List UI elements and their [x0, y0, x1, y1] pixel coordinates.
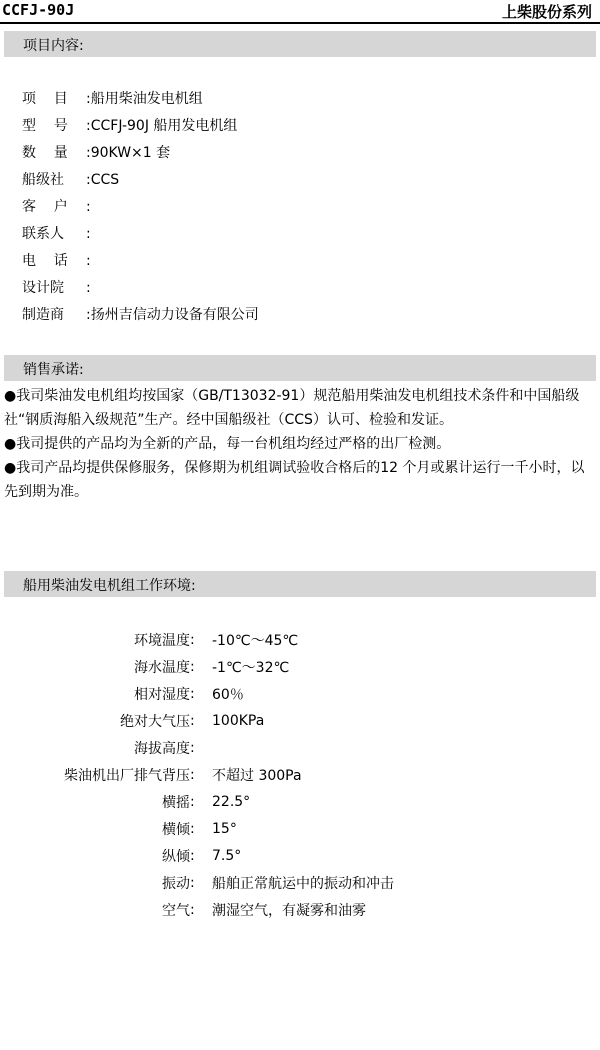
section-project-bar: [4, 31, 596, 57]
env-value: 潮湿空气，有凝雾和油雾: [212, 902, 366, 919]
list-item: 电 话 :: [22, 248, 259, 275]
env-value: 100KPa: [212, 712, 265, 729]
env-key: 环境温度: [134, 632, 190, 649]
item-label: 电 话: [22, 253, 68, 269]
list-item: 设计院 :: [22, 275, 259, 302]
promise-paragraph: ●我司产品均提供保修服务，保修期为机组调试验收合格后的12 个月或累计运行一千小时，以先到期为准。: [4, 460, 585, 500]
env-key: 相对湿度: [134, 686, 190, 703]
env-key: 纵倾: [162, 848, 190, 865]
item-label: 客 户: [22, 199, 68, 215]
table-row: 相对湿度 : 60％: [0, 680, 394, 707]
env-value: 60％: [212, 686, 244, 703]
table-row: 横摇 : 22.5°: [0, 788, 394, 815]
item-label: 数 量: [22, 145, 68, 161]
section-environment-bar: [4, 571, 596, 597]
env-value: -10℃～45℃: [212, 632, 299, 649]
list-item: 数 量 :90KW×1 套: [22, 140, 259, 167]
env-value: 7.5°: [212, 847, 242, 864]
table-row: 纵倾 : 7.5°: [0, 842, 394, 869]
promise-text: [4, 384, 598, 504]
env-key: 海拔高度: [134, 740, 190, 757]
table-row: 绝对大气压 : 100KPa: [0, 707, 394, 734]
item-value: CCFJ-90J 船用发电机组: [90, 118, 238, 134]
section-environment-title: 船用柴油发电机组工作环境:: [23, 578, 196, 594]
table-row: 柴油机出厂排气背压 : 不超过 300Pa: [0, 761, 394, 788]
item-label: 设计院: [22, 280, 64, 296]
env-key: 振动: [162, 875, 190, 892]
table-row: 海水温度 : -1℃～32℃: [0, 653, 394, 680]
item-value: 船用柴油发电机组: [90, 91, 203, 107]
header-series: 上柴股份系列: [501, 3, 592, 21]
item-label: 船级社: [22, 172, 64, 188]
environment-table: [0, 626, 394, 923]
project-info-list: [22, 86, 259, 329]
env-value: 15°: [212, 820, 237, 837]
env-value: -1℃～32℃: [212, 659, 290, 676]
table-row: 空气 : 潮湿空气，有凝雾和油雾: [0, 896, 394, 923]
env-value: 22.5°: [212, 793, 251, 810]
env-key: 海水温度: [134, 659, 190, 676]
section-project-title: 项目内容:: [23, 38, 84, 54]
item-label: 制造商: [22, 307, 64, 323]
env-value: 不超过 300Pa: [212, 767, 302, 784]
env-value: 船舶正常航运中的振动和冲击: [212, 875, 394, 892]
item-label: 型 号: [22, 118, 68, 134]
list-item: 项 目 :船用柴油发电机组: [22, 86, 259, 113]
table-row: 环境温度 : -10℃～45℃: [0, 626, 394, 653]
table-row: 振动 : 船舶正常航运中的振动和冲击: [0, 869, 394, 896]
item-label: 项 目: [22, 91, 68, 107]
page-header: [0, 0, 600, 24]
section-promise-bar: [4, 355, 596, 381]
table-row: 横倾 : 15°: [0, 815, 394, 842]
list-item: 客 户 :: [22, 194, 259, 221]
table-row: 海拔高度 :: [0, 734, 394, 761]
header-model: CCFJ-90J: [2, 1, 75, 19]
item-value: CCS: [90, 172, 120, 188]
list-item: 型 号 :CCFJ-90J 船用发电机组: [22, 113, 259, 140]
section-promise-title: 销售承诺:: [23, 362, 84, 378]
item-value: 扬州吉信动力设备有限公司: [90, 307, 259, 323]
item-value: 90KW×1 套: [90, 145, 171, 161]
env-key: 横摇: [162, 794, 190, 811]
promise-paragraph: ●我司柴油发电机组均按国家（GB/T13032-91）规范船用柴油发电机组技术条件和中国船级社“钢质海船入级规范”生产。经中国船级社（CCS）认可、检验和发证。: [4, 388, 580, 428]
list-item: 船级社 :CCS: [22, 167, 259, 194]
env-key: 横倾: [162, 821, 190, 838]
env-key: 柴油机出厂排气背压: [64, 767, 190, 784]
env-key: 空气: [162, 902, 190, 919]
item-label: 联系人: [22, 226, 64, 242]
env-value: [204, 734, 394, 761]
promise-paragraph: ●我司提供的产品均为全新的产品，每一台机组均经过严格的出厂检测。: [4, 436, 451, 452]
env-key: 绝对大气压: [120, 713, 190, 730]
list-item: 制造商 :扬州吉信动力设备有限公司: [22, 302, 259, 329]
list-item: 联系人 :: [22, 221, 259, 248]
